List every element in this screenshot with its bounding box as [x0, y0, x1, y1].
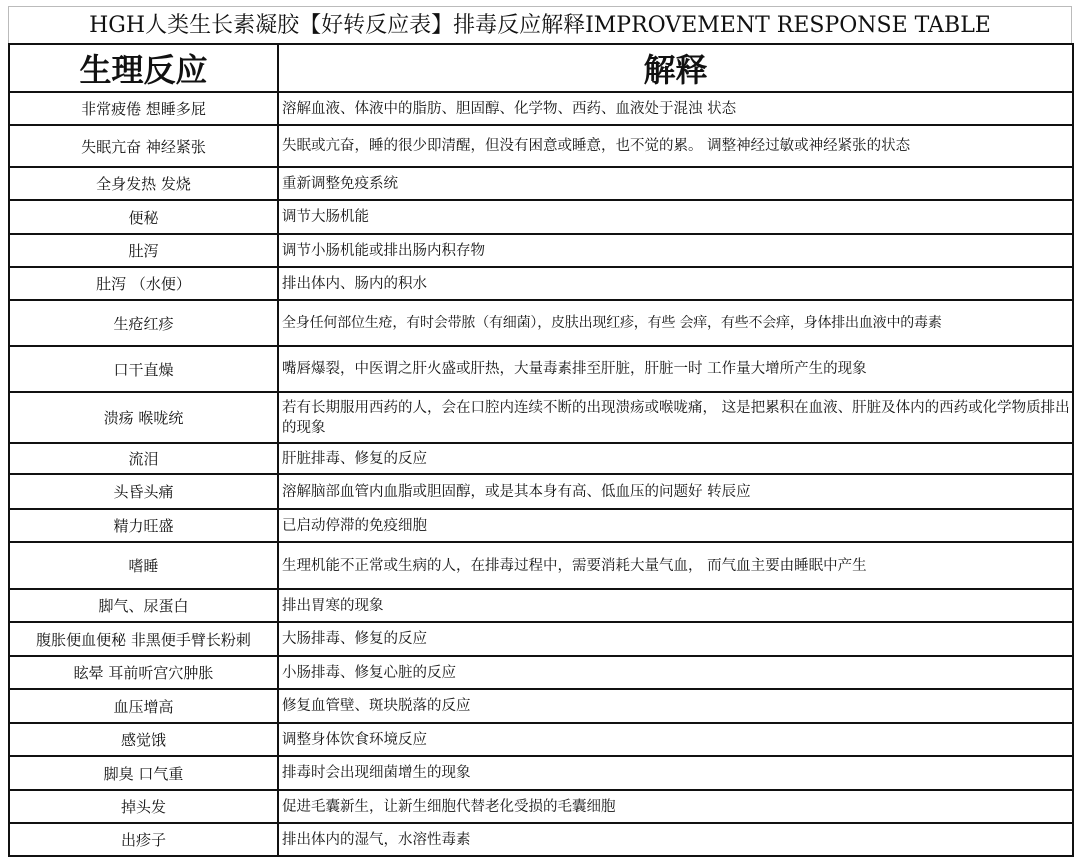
table-row [9, 443, 1073, 474]
table-row [9, 125, 1073, 167]
explanation-cell: 生理机能不正常或生病的人，在排毒过程中，需要消耗大量气血， 而气血主要由睡眠中产生 [278, 542, 1073, 589]
table-title: HGH人类生长素凝胶【好转反应表】排毒反应解释IMPROVEMENT RESPONSE TABLE [8, 6, 1072, 43]
symptom-cell: 肚泻 [9, 234, 278, 267]
table-row [9, 589, 1073, 622]
symptom-cell: 嗜睡 [9, 542, 278, 589]
explanation-cell: 排毒时会出现细菌增生的现象 [278, 756, 1073, 790]
symptom-cell: 溃疡 喉咙统 [9, 392, 278, 443]
explanation-cell: 小肠排毒、修复心脏的反应 [278, 656, 1073, 689]
explanation-cell: 溶解血液、体液中的脂肪、胆固醇、化学物、西药、血液处于混浊 状态 [278, 92, 1073, 125]
table-row [9, 823, 1073, 856]
table-row [9, 656, 1073, 689]
explanation-cell: 全身任何部位生疮，有时会带脓（有细菌），皮肤出现红疹，有些 会痒，有些不会痒，身体排出血液中的毒素 [278, 300, 1073, 346]
symptom-cell: 便秘 [9, 200, 278, 234]
explanation-cell: 调整身体饮食环境反应 [278, 723, 1073, 756]
symptom-cell: 生疮红疹 [9, 300, 278, 346]
explanation-cell: 排出胃寒的现象 [278, 589, 1073, 622]
explanation-cell: 失眠或亢奋，睡的很少即清醒，但没有困意或睡意，也不觉的累。 调整神经过敏或神经紧张的状态 [278, 125, 1073, 167]
response-table-sheet [8, 6, 1072, 857]
explanation-cell: 大肠排毒、修复的反应 [278, 622, 1073, 656]
table-row [9, 167, 1073, 200]
table-row [9, 267, 1073, 300]
table-row [9, 346, 1073, 392]
symptom-column-header: 生理反应 [9, 44, 278, 92]
improvement-response-table [8, 43, 1074, 857]
symptom-cell: 出疹子 [9, 823, 278, 856]
symptom-cell: 头昏头痛 [9, 474, 278, 509]
explanation-cell: 调节大肠机能 [278, 200, 1073, 234]
table-row [9, 234, 1073, 267]
table-row [9, 509, 1073, 542]
symptom-cell: 脚臭 口气重 [9, 756, 278, 790]
symptom-cell: 腹胀便血便秘 非黑便手臂长粉刺 [9, 622, 278, 656]
symptom-cell: 脚气、尿蛋白 [9, 589, 278, 622]
explanation-cell: 若有长期服用西药的人，会在口腔内连续不断的出现溃疡或喉咙痛， 这是把累积在血液、肝脏及体内的西药或化学物质排出的现象 [278, 392, 1073, 443]
symptom-cell: 全身发热 发烧 [9, 167, 278, 200]
symptom-cell: 精力旺盛 [9, 509, 278, 542]
explanation-cell: 肝脏排毒、修复的反应 [278, 443, 1073, 474]
symptom-cell: 流泪 [9, 443, 278, 474]
symptom-cell: 失眠亢奋 神经紧张 [9, 125, 278, 167]
table-row [9, 689, 1073, 723]
symptom-cell: 眩晕 耳前听宫穴肿胀 [9, 656, 278, 689]
table-row [9, 474, 1073, 509]
explanation-cell: 排出体内的湿气，水溶性毒素 [278, 823, 1073, 856]
explanation-cell: 已启动停滞的免疫细胞 [278, 509, 1073, 542]
table-row [9, 392, 1073, 443]
explanation-cell: 修复血管壁、斑块脱落的反应 [278, 689, 1073, 723]
table-row [9, 300, 1073, 346]
symptom-cell: 掉头发 [9, 790, 278, 823]
table-row [9, 622, 1073, 656]
explanation-cell: 嘴唇爆裂，中医谓之肝火盛或肝热，大量毒素排至肝脏，肝脏一时 工作量大增所产生的现象 [278, 346, 1073, 392]
header-row [9, 44, 1073, 92]
table-row [9, 723, 1073, 756]
explanation-column-header: 解释 [278, 44, 1073, 92]
symptom-cell: 肚泻 （水便） [9, 267, 278, 300]
explanation-cell: 调节小肠机能或排出肠内积存物 [278, 234, 1073, 267]
table-row [9, 92, 1073, 125]
symptom-cell: 口干直燥 [9, 346, 278, 392]
table-row [9, 200, 1073, 234]
table-row [9, 790, 1073, 823]
explanation-cell: 重新调整免疫系统 [278, 167, 1073, 200]
symptom-cell: 感觉饿 [9, 723, 278, 756]
explanation-cell: 排出体内、肠内的积水 [278, 267, 1073, 300]
symptom-cell: 非常疲倦 想睡多屁 [9, 92, 278, 125]
table-row [9, 542, 1073, 589]
table-row [9, 756, 1073, 790]
symptom-cell: 血压增高 [9, 689, 278, 723]
explanation-cell: 溶解脑部血管内血脂或胆固醇，或是其本身有高、低血压的问题好 转辰应 [278, 474, 1073, 509]
explanation-cell: 促进毛囊新生，让新生细胞代替老化受损的毛囊细胞 [278, 790, 1073, 823]
